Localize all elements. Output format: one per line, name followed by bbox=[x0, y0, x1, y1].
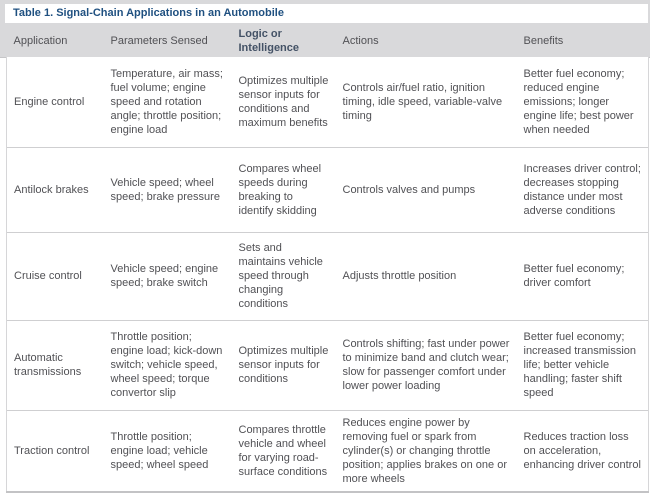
cell-parameters: Throttle position; engine load; vehicle speed; wheel speed bbox=[104, 410, 232, 492]
cell-actions: Controls air/fuel ratio, ignition timing, idle speed, variable-valve timing bbox=[336, 57, 517, 147]
cell-actions: Reduces engine power by removing fuel or spark from cylinder(s) or changing throttle position; applies brakes on one or more wheels bbox=[336, 410, 517, 492]
cell-benefits: Increases driver control; decreases stopping distance under most adverse conditions bbox=[517, 147, 649, 232]
table-row-cruise-control bbox=[7, 232, 649, 320]
cell-parameters: Throttle position; engine load; kick-down switch; vehicle speed, wheel speed; torque convertor slip bbox=[104, 320, 232, 410]
cell-application: Antilock brakes bbox=[7, 147, 104, 232]
cell-application: Automatic transmissions bbox=[7, 320, 104, 410]
cell-parameters: Vehicle speed; engine speed; brake switch bbox=[104, 232, 232, 320]
col-header-parameters-sensed: Parameters Sensed bbox=[110, 34, 208, 47]
table-row-antilock-brakes bbox=[7, 147, 649, 232]
col-header-logic-or-intelligence: Logic or Intelligence bbox=[238, 27, 300, 54]
cell-benefits: Better fuel economy; driver comfort bbox=[517, 232, 649, 320]
column-header-row bbox=[7, 24, 649, 57]
cell-actions: Controls shifting; fast under power to minimize band and clutch wear; slow for passenger comfort under lower power loading bbox=[336, 320, 517, 410]
cell-parameters: Vehicle speed; wheel speed; brake pressure bbox=[104, 147, 232, 232]
cell-actions: Controls valves and pumps bbox=[336, 147, 517, 232]
cell-actions: Adjusts throttle position bbox=[336, 232, 517, 320]
col-header-benefits: Benefits bbox=[523, 34, 564, 47]
table-row-traction-control bbox=[7, 410, 649, 492]
col-header-actions: Actions bbox=[342, 34, 379, 47]
cell-application: Cruise control bbox=[7, 232, 104, 320]
cell-logic: Optimizes multiple sensor inputs for conditions and maximum benefits bbox=[232, 57, 336, 147]
table-title: Table 1. Signal-Chain Applications in an Automobile bbox=[13, 7, 284, 19]
cell-application: Traction control bbox=[7, 410, 104, 492]
signal-chain-table bbox=[6, 24, 649, 493]
table-row-engine-control bbox=[7, 57, 649, 147]
table-title-bar bbox=[5, 4, 648, 23]
cell-logic: Sets and maintains vehicle speed through changing conditions bbox=[232, 232, 336, 320]
cell-logic: Compares throttle vehicle and wheel for varying road-surface conditions bbox=[232, 410, 336, 492]
cell-benefits: Better fuel economy; reduced engine emissions; longer engine life; best power when needed bbox=[517, 57, 649, 147]
col-header-application: Application bbox=[13, 34, 68, 47]
cell-application: Engine control bbox=[7, 57, 104, 147]
cell-logic: Compares wheel speeds during breaking to identify skidding bbox=[232, 147, 336, 232]
cell-benefits: Reduces traction loss on acceleration, enhancing driver control bbox=[517, 410, 649, 492]
table-row-automatic-transmissions bbox=[7, 320, 649, 410]
cell-logic: Optimizes multiple sensor inputs for conditions bbox=[232, 320, 336, 410]
cell-parameters: Temperature, air mass; fuel volume; engine speed and rotation angle; throttle position; engine load bbox=[104, 57, 232, 147]
cell-benefits: Better fuel economy; increased transmission life; better vehicle handling; faster shift speed bbox=[517, 320, 649, 410]
